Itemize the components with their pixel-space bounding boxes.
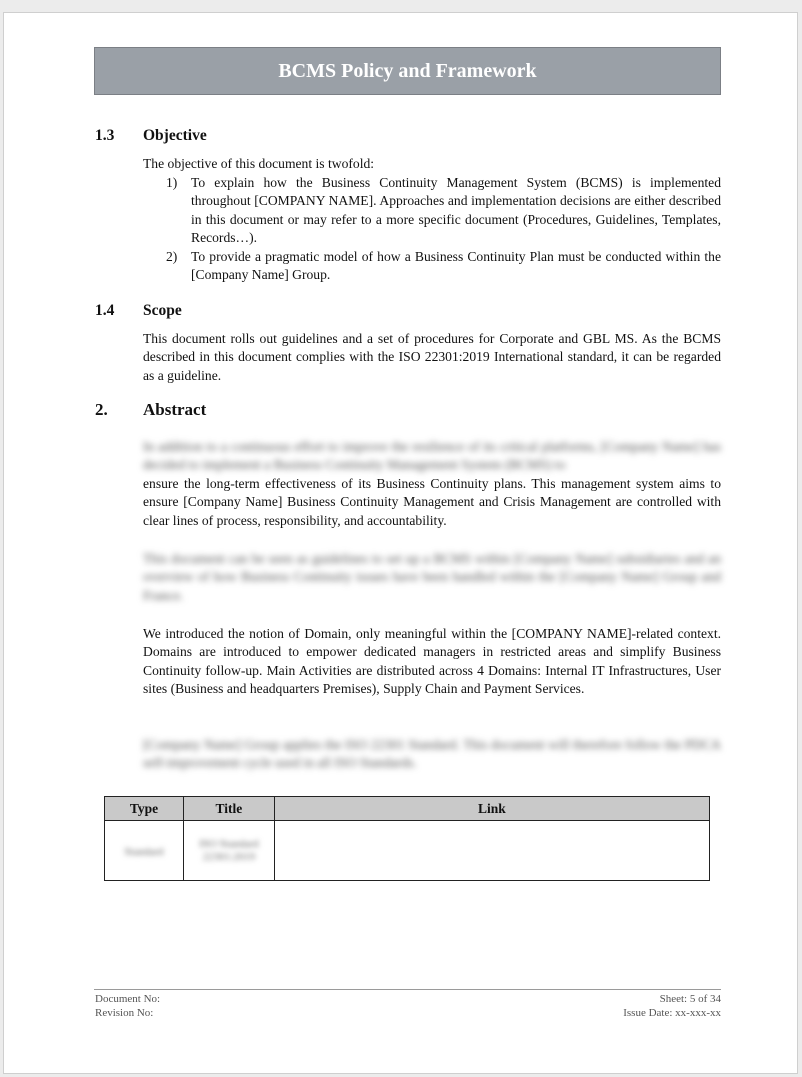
- column-header-link: Link: [274, 797, 709, 821]
- abstract-paragraph-blurred: In addition to a continuous effort to improve the resilience of its critical platforms, [Company Name] has decided to implement a Business Continuity Management System (BCMS) to: [143, 439, 721, 473]
- footer-left: [95, 992, 160, 1020]
- section-number: 1.3: [95, 127, 115, 144]
- column-header-type: Type: [105, 797, 184, 821]
- section-number: 1.4: [95, 302, 115, 319]
- objective-list-item: [166, 174, 721, 248]
- list-item-text: To provide a pragmatic model of how a Business Continuity Plan must be conducted within the [Company Name] Group.: [191, 249, 721, 283]
- page-title-banner: [94, 47, 721, 95]
- sheet-number: Sheet: 5 of 34: [659, 993, 721, 1005]
- abstract-paragraph: ensure the long-term effectiveness of its Business Continuity plans. This management system aims to ensure [Company Name] Business Continuity Management and Crisis Management are controlled with clear lines of process, responsibility, and accountability.: [143, 476, 721, 528]
- cell-type: Standard: [105, 821, 184, 881]
- objective-intro: The objective of this document is twofold:: [143, 156, 375, 171]
- list-marker: 1): [166, 175, 178, 190]
- table-header-row: [105, 797, 710, 821]
- objective-list-item: [166, 248, 721, 285]
- footer-divider: [94, 989, 721, 990]
- cell-link[interactable]: [274, 821, 709, 881]
- scope-paragraph: This document rolls out guidelines and a set of procedures for Corporate and GBL MS. As the BCMS described in this document complies with the ISO 22301:2019 International standard, it can be regarded as a guideline.: [143, 331, 721, 383]
- list-marker: 2): [166, 249, 178, 264]
- column-header-title: Title: [183, 797, 274, 821]
- cell-title: ISO Standard 22301:2019: [183, 821, 274, 881]
- document-number-label: Document No:: [95, 993, 161, 1005]
- reference-table: [104, 796, 710, 881]
- abstract-paragraph-blurred: [Company Name] Group applies the ISO 22301 Standard. This document will therefore follow the PDCA self-improvement cycle used in all ISO Standards.: [143, 737, 721, 771]
- section-number: 2.: [95, 400, 108, 419]
- table-row: [105, 821, 710, 881]
- page-title: BCMS Policy and Framework: [278, 59, 537, 82]
- revision-number-label: Revision No:: [95, 1007, 154, 1019]
- abstract-paragraph-blurred: This document can be seen as guidelines to set up a BCMS within [Company Name] subsidiaries and an overview of how Business Continuity issues have been handled within the [Company Name] Group and France.: [143, 551, 721, 603]
- section-title: Abstract: [143, 400, 207, 419]
- section-title: Scope: [143, 302, 182, 319]
- abstract-paragraph: We introduced the notion of Domain, only meaningful within the [COMPANY NAME]-related context. Domains are introduced to empower dedicated managers in restricted areas and simplify Business Continuity follow-up. Main Activities are distributed across 4 Domains: Internal IT Infrastructures, User sites (Business and headquarters Premises), Supply Chain and Payment Services.: [143, 626, 721, 697]
- footer-right: [623, 992, 721, 1020]
- section-title: Objective: [143, 127, 207, 144]
- list-item-text: To explain how the Business Continuity Management System (BCMS) is implemented throughout [COMPANY NAME]. Approaches and implementation decisions are either described in this document or may refer to a more specific document (Procedures, Guidelines, Templates, Records…).: [191, 175, 721, 246]
- issue-date: Issue Date: xx-xxx-xx: [623, 1007, 721, 1019]
